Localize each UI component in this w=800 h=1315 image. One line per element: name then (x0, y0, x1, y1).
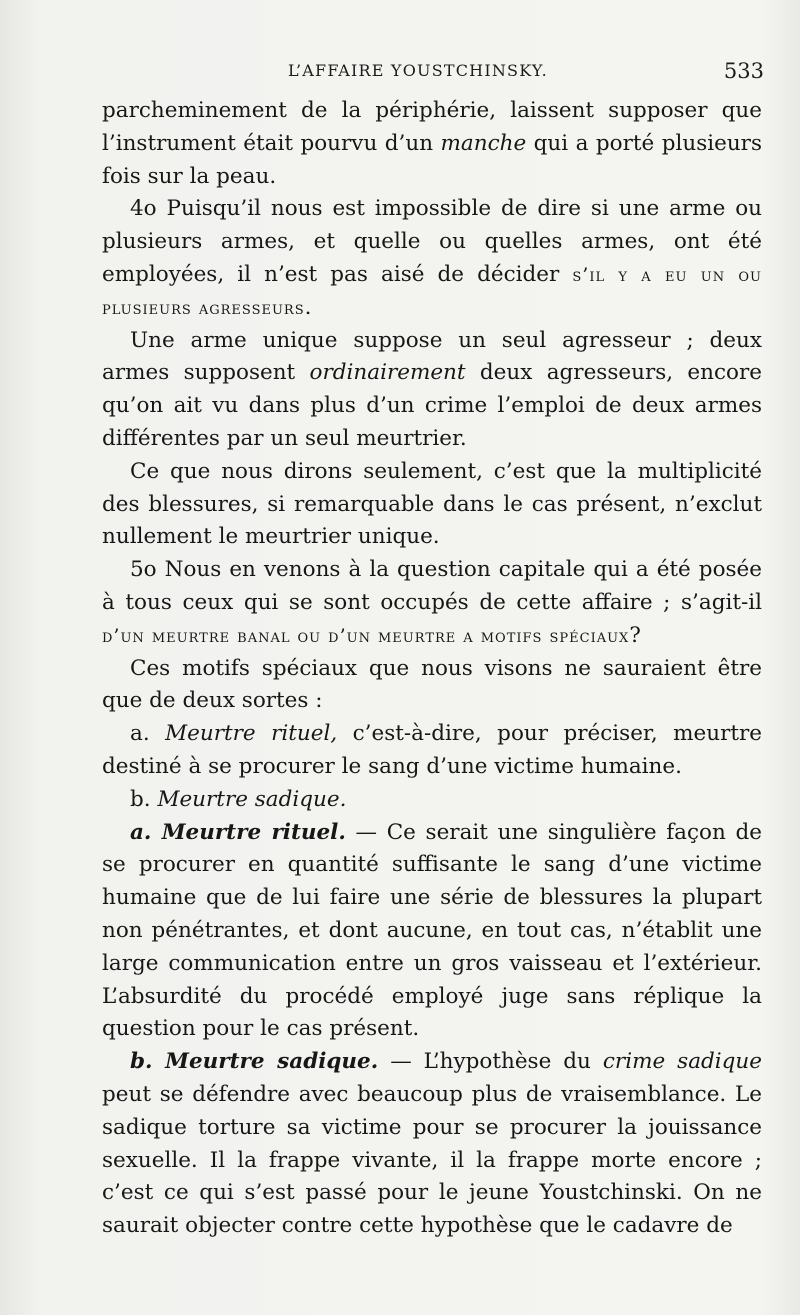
paragraph-9 (102, 817, 762, 1047)
section-heading-run: b. Meurtre sadique. (130, 1049, 379, 1075)
text-run: 5o Nous en venons à la question capitale qui a été posée à tous ceux qui se sont occupés de cette affaire ; s’agit-il (102, 557, 762, 615)
text-run: — Ce serait une singulière façon de se procurer en quantité suffisante le sang d’une victime humaine que de lui faire une série de blessures la plupart non pénétrantes, et dont aucune, en tout cas, n’établit une large communication entre un gros vaisseau et l’extérieur. L’absurdité du procédé employé juge sans réplique la question pour le cas présent. (102, 819, 762, 1042)
text-run: ? (629, 622, 641, 648)
text-run: . (304, 294, 312, 320)
paragraph-8 (102, 784, 762, 817)
paragraph-1 (102, 95, 762, 193)
paragraph-2 (102, 193, 762, 324)
page-number: 533 (723, 59, 764, 83)
italic-run: Meurtre rituel, (165, 721, 338, 747)
paragraph-6: Ces motifs spéciaux que nous visons ne sauraient être que de deux sortes : (102, 655, 762, 714)
page-header (104, 57, 764, 91)
text-run: a. (130, 721, 166, 747)
text-run: c’est-à-dire, pour préciser, meurtre destiné à se procurer le sang d’une victime humaine. (102, 721, 762, 779)
small-caps-run: d’un meurtre banal ou d’un meurtre a motifs spéciaux (102, 624, 630, 647)
paragraph-3 (102, 325, 762, 456)
text-run: Une arme unique suppose un seul agresseur ; deux armes supposent (102, 327, 762, 386)
paragraph-7 (102, 718, 762, 784)
body-text (102, 95, 762, 1243)
paragraph-10 (102, 1046, 762, 1243)
text-run: parcheminement de la périphérie, laissent supposer que l’instrument était pourvu d’un (102, 98, 762, 156)
italic-run: manche (440, 130, 527, 156)
italic-run: crime sadique (602, 1049, 762, 1075)
italic-run: Meurtre sadique. (157, 786, 347, 812)
text-run: b. (130, 786, 158, 812)
text-run: peut se défendre avec beaucoup plus de vraisemblance. Le sadique torture sa victime pour se procurer la jouissance sexuelle. Il la frappe vivante, il la frappe morte encore ; c’est ce qui s’est passé pour le jeune Youstchinski. On ne saurait objecter contre cette hypothèse que le cadavre de (102, 1081, 762, 1239)
section-heading-run: a. Meurtre rituel. (130, 819, 346, 845)
text-run: deux agresseurs, encore qu’on ait vu dans plus d’un crime l’emploi de deux armes différentes par un seul meurtrier. (102, 360, 762, 451)
paragraph-5 (102, 554, 762, 652)
small-caps-run: s’il y a eu un ou plusieurs agresseurs (102, 263, 762, 319)
text-run: — L’hypothèse du (378, 1049, 603, 1075)
running-title: L’AFFAIRE YOUSTCHINSKY. (288, 61, 548, 80)
text-run: 4o Puisqu’il nous est impossible de dire si une arme ou plusieurs armes, et quelle ou quelles armes, ont été employées, il n’est pas aisé de décider (102, 196, 762, 287)
text-run: qui a porté plusieurs fois sur la peau. (102, 130, 762, 189)
italic-run: ordinairement (309, 360, 466, 386)
paragraph-4: Ce que nous dirons seulement, c’est que la multiplicité des blessures, si remarquable dans le cas présent, n’exclut nullement le meurtrier unique. (102, 458, 762, 550)
